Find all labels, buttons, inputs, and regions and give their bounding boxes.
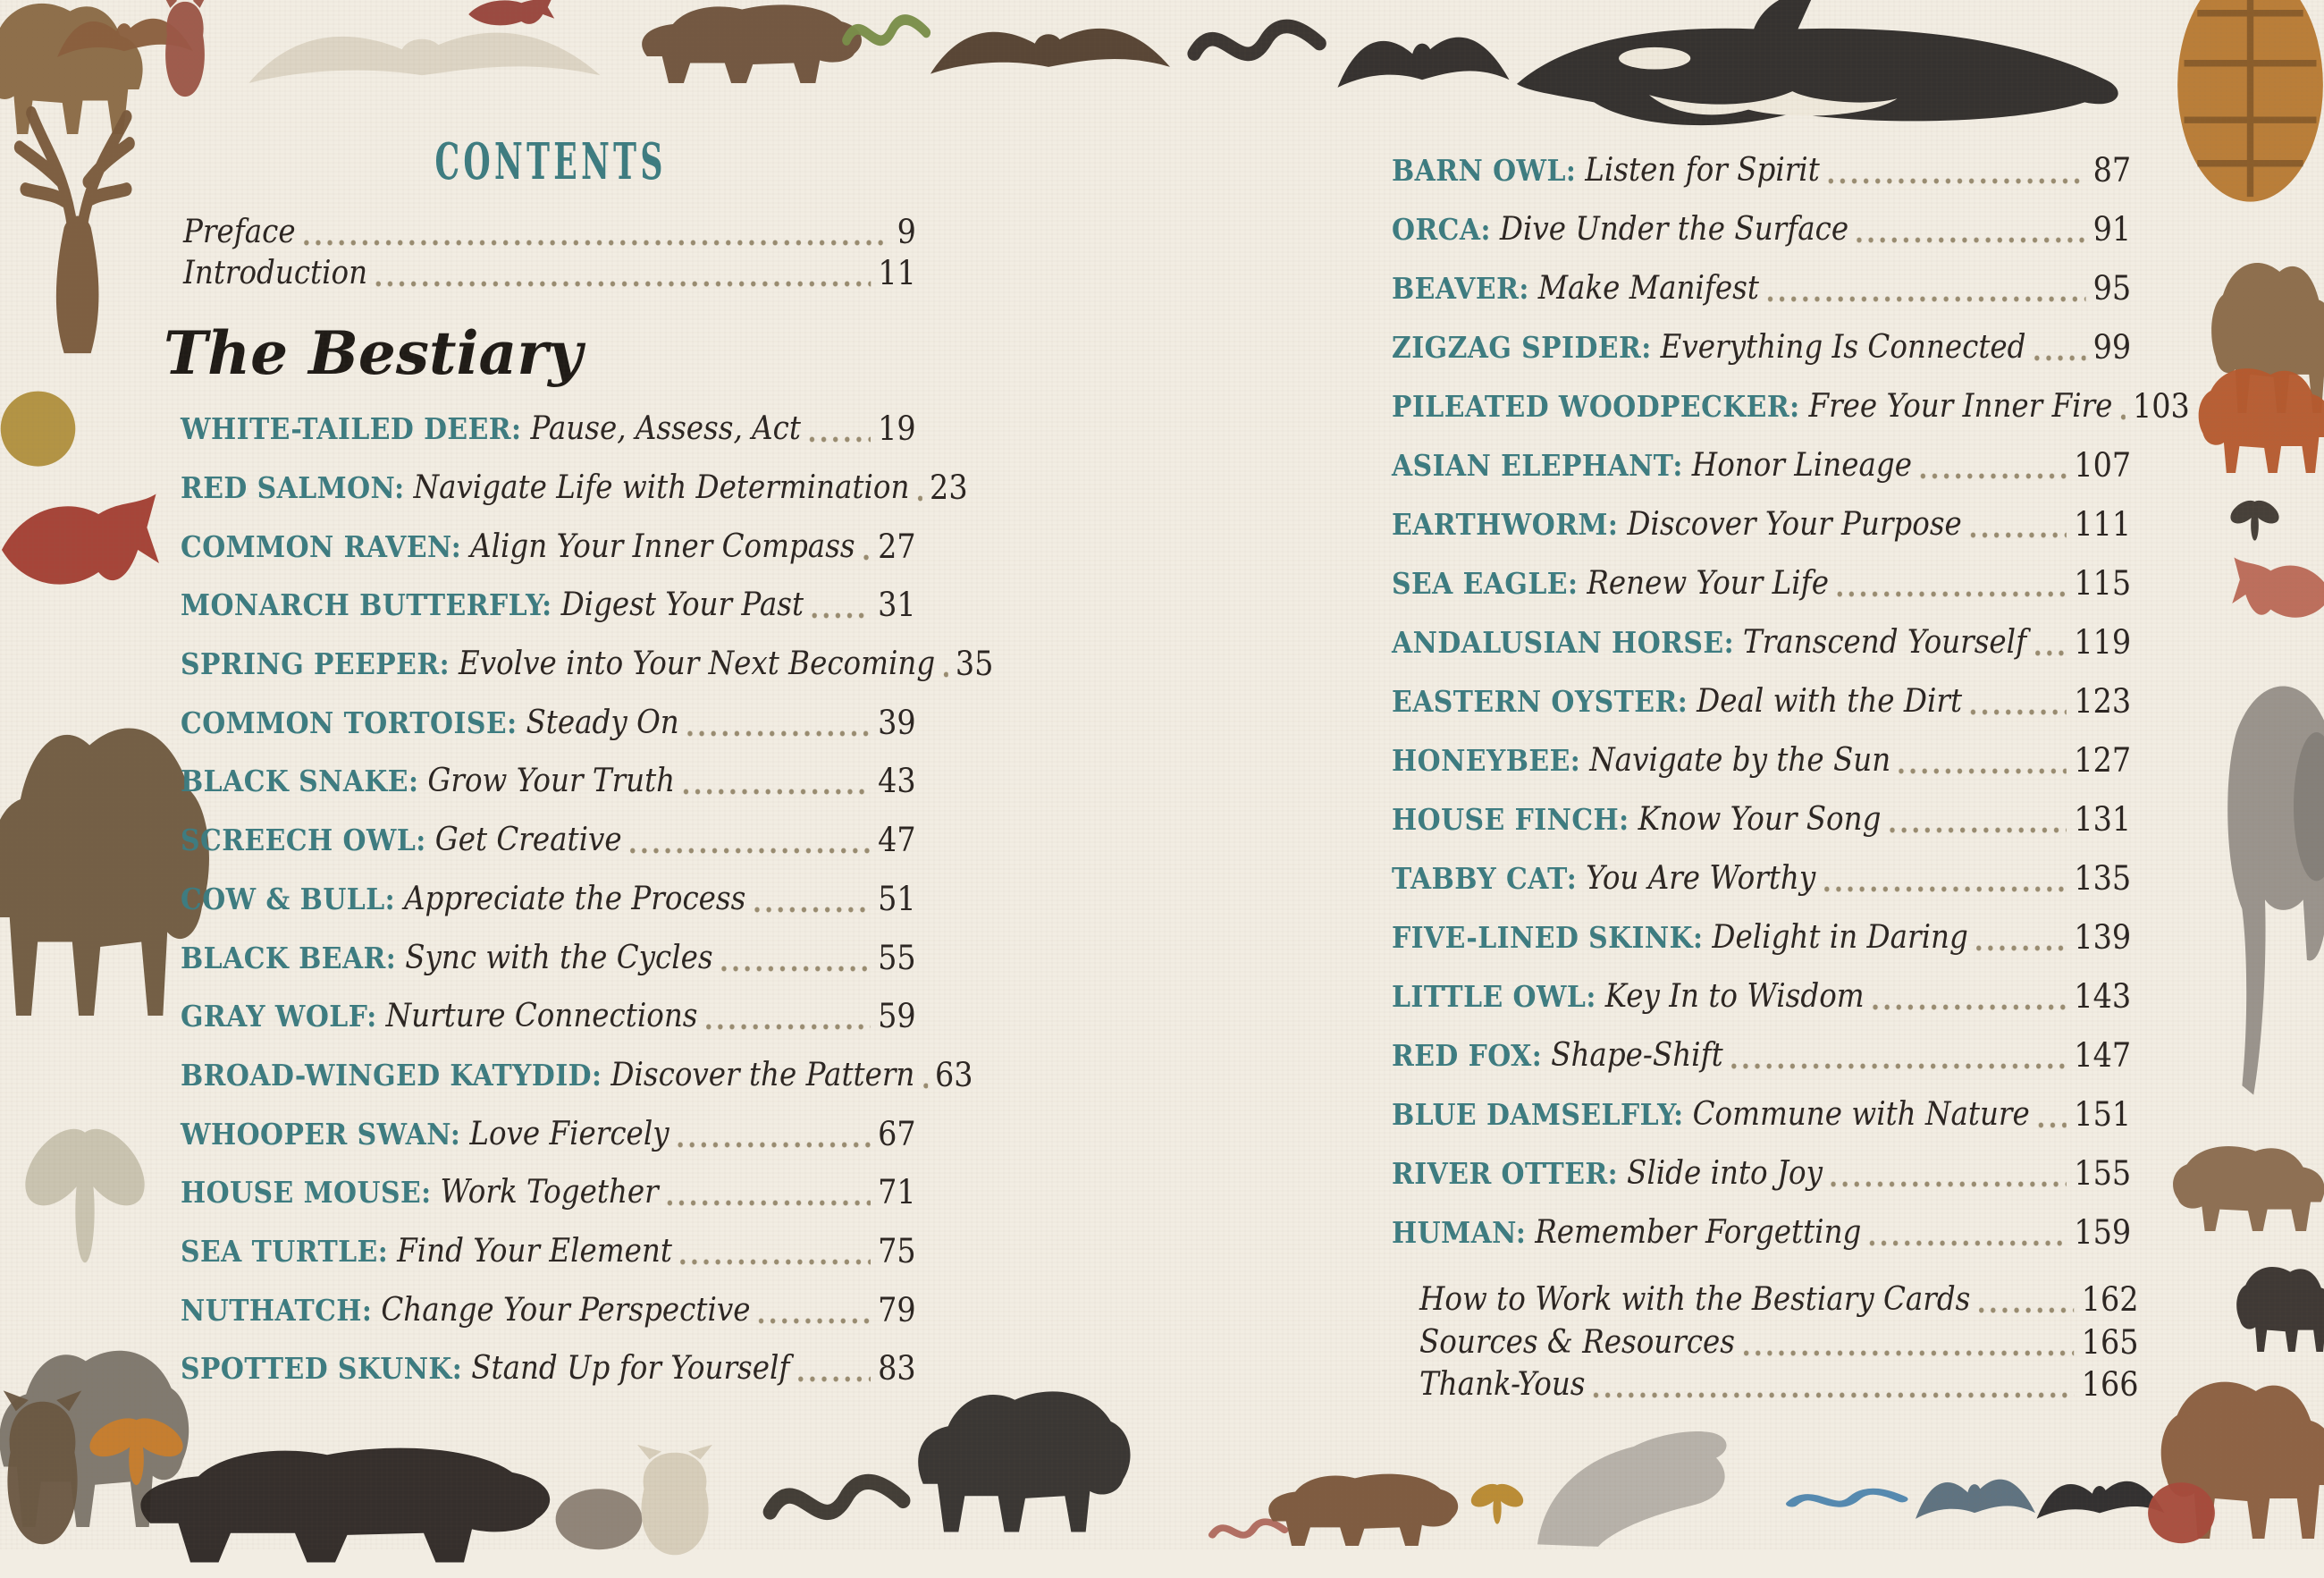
toc-entry-title: Transcend Yourself bbox=[1742, 623, 2027, 661]
dot-leader bbox=[304, 240, 890, 246]
toc-page-number: 127 bbox=[2074, 740, 2132, 780]
toc-page-number: 47 bbox=[878, 821, 916, 860]
toc-entry bbox=[181, 400, 916, 459]
toc-entry-title: Love Fiercely bbox=[469, 1115, 669, 1152]
toc-entry-title: Discover the Pattern bbox=[610, 1056, 915, 1093]
toc-animal-name: PILEATED WOODPECKER: bbox=[1392, 388, 1800, 424]
toc-entry-title: You Are Worthy bbox=[1586, 859, 1816, 897]
dot-leader bbox=[1594, 1392, 2075, 1398]
deer-head-illustration bbox=[0, 94, 165, 380]
dot-leader bbox=[687, 730, 871, 737]
dot-leader bbox=[1857, 237, 2085, 243]
toc-entry-title: Get Creative bbox=[434, 822, 622, 859]
pink-salmon-illustration bbox=[2217, 550, 2324, 639]
toc-entry bbox=[1392, 494, 2131, 553]
tabby-cat-illustration bbox=[2163, 1127, 2324, 1243]
toc-entry-title: Deal with the Dirt bbox=[1697, 682, 1963, 720]
house-finch-bottom-illustration bbox=[2143, 1473, 2219, 1549]
toc-entry bbox=[1392, 612, 2131, 671]
toc-page-number: 99 bbox=[2092, 327, 2132, 367]
toc-entry bbox=[1392, 966, 2131, 1025]
toc-entry-title: Discover Your Purpose bbox=[1627, 505, 1962, 543]
toc-entry-title: Evolve into Your Next Becoming bbox=[459, 646, 936, 683]
toc-entry bbox=[1392, 553, 2131, 612]
contents-title-text: CONTENTS bbox=[434, 132, 668, 191]
toc-animal-name: BROAD-WINGED KATYDID: bbox=[181, 1057, 602, 1093]
blue-damselfly-illustration bbox=[1783, 1480, 1913, 1520]
toc-entry bbox=[181, 1163, 916, 1222]
toc-entry-title: Change Your Perspective bbox=[381, 1291, 751, 1329]
toc-animal-name: ANDALUSIAN HORSE: bbox=[1392, 624, 1735, 660]
toc-row bbox=[1419, 1278, 2139, 1321]
toc-entry-title: Renew Your Life bbox=[1587, 564, 1829, 602]
dot-leader bbox=[375, 281, 871, 287]
toc-entry bbox=[181, 870, 916, 929]
toc-animal-name: LITTLE OWL: bbox=[1392, 978, 1596, 1014]
toc-page-number: 59 bbox=[878, 997, 916, 1036]
toc-entry-title: Find Your Element bbox=[397, 1232, 672, 1270]
dot-leader bbox=[683, 789, 871, 795]
toc-page-number: 51 bbox=[878, 879, 916, 918]
toc-entry-title: Free Your Inner Fire bbox=[1808, 387, 2113, 425]
toc-animal-name: WHOOPER SWAN: bbox=[181, 1116, 461, 1152]
toc-entry-title: Grow Your Truth bbox=[427, 763, 676, 800]
dot-leader bbox=[754, 907, 871, 913]
toc-animal-name: ASIAN ELEPHANT: bbox=[1392, 447, 1683, 483]
sea-turtle-shell-illustration bbox=[2168, 0, 2324, 210]
toc-animal-name: FIVE-LINED SKINK: bbox=[1392, 919, 1704, 955]
toc-animal-name: BLACK BEAR: bbox=[181, 940, 397, 975]
dot-leader bbox=[1978, 1307, 2074, 1313]
toc-page-number: 39 bbox=[878, 703, 916, 742]
toc-label: How to Work with the Bestiary Cards bbox=[1419, 1281, 1971, 1319]
dot-leader bbox=[678, 1142, 871, 1148]
toc-entry bbox=[181, 987, 916, 1046]
dot-leader bbox=[1823, 886, 2067, 892]
toc-animal-name: HOUSE MOUSE: bbox=[181, 1175, 432, 1211]
toc-animal-name: RED SALMON: bbox=[181, 470, 405, 506]
toc-page-number: 147 bbox=[2074, 1035, 2132, 1075]
toc-label: Introduction bbox=[183, 254, 368, 291]
toc-page-number: 31 bbox=[878, 586, 916, 625]
dot-leader bbox=[1767, 296, 2085, 302]
toc-animal-name: BEAVER: bbox=[1392, 270, 1529, 306]
toc-entry bbox=[1392, 1025, 2131, 1084]
dot-leader bbox=[706, 1024, 871, 1030]
toc-entry-title: Nurture Connections bbox=[385, 998, 698, 1035]
toc-animal-name: BLACK SNAKE: bbox=[181, 764, 419, 799]
toc-animal-name: NUTHATCH: bbox=[181, 1292, 373, 1328]
toc-entry bbox=[181, 1104, 916, 1163]
toc-entry-title: Dive Under the Surface bbox=[1499, 210, 1849, 248]
dot-leader bbox=[1920, 473, 2067, 479]
flying-swan-illustration bbox=[228, 0, 621, 125]
toc-page-number: 55 bbox=[878, 938, 916, 977]
dot-leader bbox=[667, 1200, 871, 1206]
toc-entry bbox=[1392, 1143, 2131, 1202]
toc-entry bbox=[181, 1280, 916, 1339]
toc-entry-title: Listen for Spirit bbox=[1585, 151, 1820, 189]
dot-leader bbox=[2120, 414, 2125, 420]
toc-row bbox=[1419, 1321, 2139, 1364]
toc-entry bbox=[1392, 848, 2131, 907]
toc-row bbox=[183, 211, 916, 252]
sockeye-salmon-left-illustration bbox=[0, 483, 183, 617]
toc-label: Preface bbox=[183, 213, 296, 250]
toc-animal-name: HOUSE FINCH: bbox=[1392, 801, 1629, 837]
spotted-skunk-illustration bbox=[894, 1359, 1144, 1551]
toc-page-number: 111 bbox=[2074, 504, 2132, 544]
toc-animal-name: EASTERN OYSTER: bbox=[1392, 683, 1688, 719]
toc-entry-title: Pause, Assess, Act bbox=[530, 410, 801, 448]
toc-animal-name: HUMAN: bbox=[1392, 1214, 1527, 1250]
mink-illustration bbox=[1247, 1457, 1470, 1556]
toc-page-number: 27 bbox=[878, 527, 916, 566]
zigzag-spider-illustration bbox=[2226, 492, 2284, 545]
dot-leader bbox=[1831, 1181, 2067, 1187]
toc-entry bbox=[1392, 1202, 2131, 1262]
toc-page-number: 162 bbox=[2081, 1280, 2139, 1320]
toc-page-number: 107 bbox=[2074, 445, 2132, 485]
toc-page-number: 115 bbox=[2074, 563, 2132, 603]
toc-entry bbox=[1392, 258, 2131, 317]
dot-leader bbox=[1837, 591, 2067, 597]
dot-leader bbox=[1970, 532, 2067, 538]
toc-page-number: 11 bbox=[878, 253, 916, 292]
toc-entry bbox=[181, 693, 916, 752]
toc-entry-title: Align Your Inner Compass bbox=[470, 527, 855, 565]
toc-animal-name: GRAY WOLF: bbox=[181, 999, 377, 1034]
dot-leader bbox=[1970, 709, 2067, 715]
bald-eagle-illustration bbox=[916, 0, 1184, 112]
toc-page-number: 87 bbox=[2092, 150, 2132, 190]
dot-leader bbox=[943, 671, 947, 678]
toc-entry-title: Honor Lineage bbox=[1691, 446, 1912, 484]
toc-page-number: 166 bbox=[2081, 1365, 2139, 1405]
toc-page-number: 165 bbox=[2081, 1322, 2139, 1362]
toc-page-number: 35 bbox=[955, 645, 994, 684]
dot-leader bbox=[922, 1083, 927, 1089]
toc-entry bbox=[181, 1222, 916, 1281]
dot-leader bbox=[2034, 650, 2067, 656]
toc-animal-name: BARN OWL: bbox=[1392, 152, 1577, 188]
toc-page-number: 63 bbox=[934, 1055, 973, 1094]
toc-page-number: 143 bbox=[2074, 976, 2132, 1016]
toc-page-number: 155 bbox=[2074, 1153, 2132, 1193]
toc-entry-title: Know Your Song bbox=[1638, 800, 1882, 838]
dot-leader bbox=[1889, 827, 2067, 833]
toc-page-number: 159 bbox=[2074, 1212, 2132, 1252]
toc-label: Thank-Yous bbox=[1419, 1366, 1586, 1404]
toc-entry bbox=[1392, 730, 2131, 789]
dot-leader bbox=[797, 1376, 870, 1382]
toc-page-number: 103 bbox=[2132, 386, 2190, 426]
dot-leader bbox=[1869, 1240, 2067, 1246]
swallow-illustration bbox=[1908, 1447, 2042, 1552]
toc-animal-name: SEA EAGLE: bbox=[1392, 565, 1579, 601]
bestiary-section-heading: The Bestiary bbox=[164, 318, 583, 388]
toc-page-number: 83 bbox=[878, 1349, 916, 1388]
toc-entry-title: Delight in Daring bbox=[1712, 918, 1968, 956]
toc-animal-name: RED FOX: bbox=[1392, 1037, 1543, 1073]
dot-leader bbox=[1899, 768, 2067, 774]
toc-animal-name: COMMON TORTOISE: bbox=[181, 705, 518, 740]
contents-page-title bbox=[183, 132, 919, 191]
dot-leader bbox=[1873, 1004, 2067, 1010]
toc-page-number: 75 bbox=[878, 1231, 916, 1270]
dot-leader bbox=[630, 848, 871, 854]
back-matter-list bbox=[1419, 1278, 2139, 1406]
toc-entry bbox=[1392, 317, 2131, 376]
toc-entry-title: Sync with the Cycles bbox=[405, 939, 713, 976]
dot-leader bbox=[1828, 178, 2086, 184]
toc-entry-title: Make Manifest bbox=[1537, 269, 1759, 307]
toc-page-number: 91 bbox=[2092, 209, 2132, 249]
toc-page-number: 9 bbox=[897, 212, 916, 251]
toc-animal-name: SEA TURTLE: bbox=[181, 1233, 389, 1269]
toc-page-number: 79 bbox=[878, 1290, 916, 1329]
river-otter-top-illustration bbox=[617, 0, 876, 94]
toc-page-number: 43 bbox=[878, 762, 916, 801]
toc-animal-name: ZIGZAG SPIDER: bbox=[1392, 329, 1652, 365]
toc-entry bbox=[1392, 789, 2131, 848]
dot-leader bbox=[721, 966, 871, 972]
toc-entry-title: Navigate by the Sun bbox=[1589, 741, 1891, 779]
toc-page-number: 67 bbox=[878, 1114, 916, 1153]
toc-entry bbox=[1392, 376, 2190, 435]
dot-leader bbox=[2038, 1122, 2067, 1128]
dot-leader bbox=[759, 1318, 871, 1324]
house-finch-perched-illustration bbox=[154, 0, 216, 107]
dot-leader bbox=[917, 495, 922, 502]
andalusian-horse-illustration bbox=[1520, 1426, 1788, 1551]
toc-page-number: 95 bbox=[2092, 268, 2132, 308]
black-bear-illustration bbox=[94, 1422, 577, 1578]
toc-animal-name: SPOTTED SKUNK: bbox=[181, 1351, 463, 1387]
toc-entry bbox=[181, 1046, 973, 1105]
toc-entry bbox=[181, 1339, 916, 1398]
toc-entry bbox=[1392, 907, 2131, 966]
toc-entry bbox=[1392, 671, 2131, 730]
toc-entry bbox=[181, 752, 916, 811]
dot-leader bbox=[1731, 1063, 2067, 1069]
toc-entry bbox=[181, 459, 968, 518]
toc-animal-name: EARTHWORM: bbox=[1392, 506, 1619, 542]
toc-entry bbox=[1392, 140, 2131, 199]
toc-entry bbox=[181, 928, 916, 987]
toc-row bbox=[1419, 1363, 2139, 1406]
toc-entry-title: Work Together bbox=[440, 1174, 659, 1211]
toc-entry-title: Navigate Life with Determination bbox=[413, 469, 910, 507]
toc-entry bbox=[181, 576, 916, 635]
toc-animal-name: COMMON RAVEN: bbox=[181, 528, 462, 564]
golden-frog-illustration bbox=[0, 380, 80, 474]
toc-entry-title: Commune with Nature bbox=[1692, 1095, 2030, 1133]
toc-entry-title: Key In to Wisdom bbox=[1604, 977, 1865, 1015]
front-matter-list bbox=[183, 211, 919, 293]
toc-animal-name: HONEYBEE: bbox=[1392, 742, 1581, 778]
red-fox-illustration bbox=[2190, 344, 2324, 487]
toc-animal-name: WHITE-TAILED DEER: bbox=[181, 411, 522, 447]
barn-owl-illustration bbox=[621, 1441, 728, 1566]
toc-animal-name: TABBY CAT: bbox=[1392, 860, 1578, 896]
toc-page-number: 71 bbox=[878, 1173, 916, 1212]
toc-entry bbox=[1392, 199, 2131, 258]
toc-page-number: 151 bbox=[2074, 1094, 2132, 1134]
toc-animal-name: BLUE DAMSELFLY: bbox=[1392, 1096, 1684, 1132]
dot-leader bbox=[863, 554, 871, 561]
toc-page-number: 123 bbox=[2074, 681, 2132, 721]
dot-leader bbox=[680, 1259, 871, 1265]
toc-row bbox=[183, 252, 916, 293]
toc-entry-title: Steady On bbox=[526, 704, 679, 741]
toc-entry-title: Everything Is Connected bbox=[1660, 328, 2026, 366]
dot-leader bbox=[1976, 945, 2067, 951]
dot-leader bbox=[812, 612, 871, 619]
asian-elephant-illustration bbox=[2208, 639, 2324, 1104]
toc-animal-name: MONARCH BUTTERFLY: bbox=[181, 587, 552, 623]
toc-animal-name: SPRING PEEPER: bbox=[181, 646, 450, 682]
toc-entry bbox=[181, 811, 916, 870]
toc-page-number: 135 bbox=[2074, 858, 2132, 898]
orca-illustration bbox=[1484, 0, 2145, 161]
toc-page-number: 119 bbox=[2074, 622, 2132, 662]
toc-right-column bbox=[1392, 140, 2190, 1262]
toc-animal-name: RIVER OTTER: bbox=[1392, 1155, 1619, 1191]
toc-entry bbox=[181, 517, 916, 576]
toc-left-column bbox=[181, 400, 994, 1398]
toc-page-number: 19 bbox=[878, 409, 916, 449]
toc-entry-title: Remember Forgetting bbox=[1535, 1213, 1862, 1251]
toc-entry bbox=[181, 635, 994, 694]
toc-page-number: 131 bbox=[2074, 799, 2132, 839]
toc-page-number: 139 bbox=[2074, 917, 2132, 957]
dot-leader bbox=[2034, 355, 2086, 361]
coiled-snake-illustration bbox=[1184, 0, 1332, 89]
toc-animal-name: COW & BULL: bbox=[181, 881, 396, 916]
toc-entry bbox=[1392, 1084, 2131, 1143]
mayfly-illustration bbox=[13, 1100, 156, 1278]
toc-animal-name: ORCA: bbox=[1392, 211, 1491, 247]
toc-entry-title: Stand Up for Yourself bbox=[471, 1350, 790, 1388]
toc-page-number: 23 bbox=[930, 468, 968, 508]
dot-leader bbox=[809, 436, 871, 443]
dark-snakes-illustration bbox=[760, 1453, 916, 1551]
toc-animal-name: SCREECH OWL: bbox=[181, 823, 426, 858]
toc-entry-title: Digest Your Past bbox=[560, 586, 804, 624]
dot-leader bbox=[1743, 1350, 2075, 1356]
toc-entry-title: Appreciate the Process bbox=[404, 880, 746, 917]
toc-entry-title: Slide into Joy bbox=[1627, 1154, 1823, 1192]
toc-entry-title: Shape-Shift bbox=[1551, 1036, 1723, 1074]
toc-label: Sources & Resources bbox=[1419, 1323, 1736, 1361]
toc-entry bbox=[1392, 435, 2131, 494]
